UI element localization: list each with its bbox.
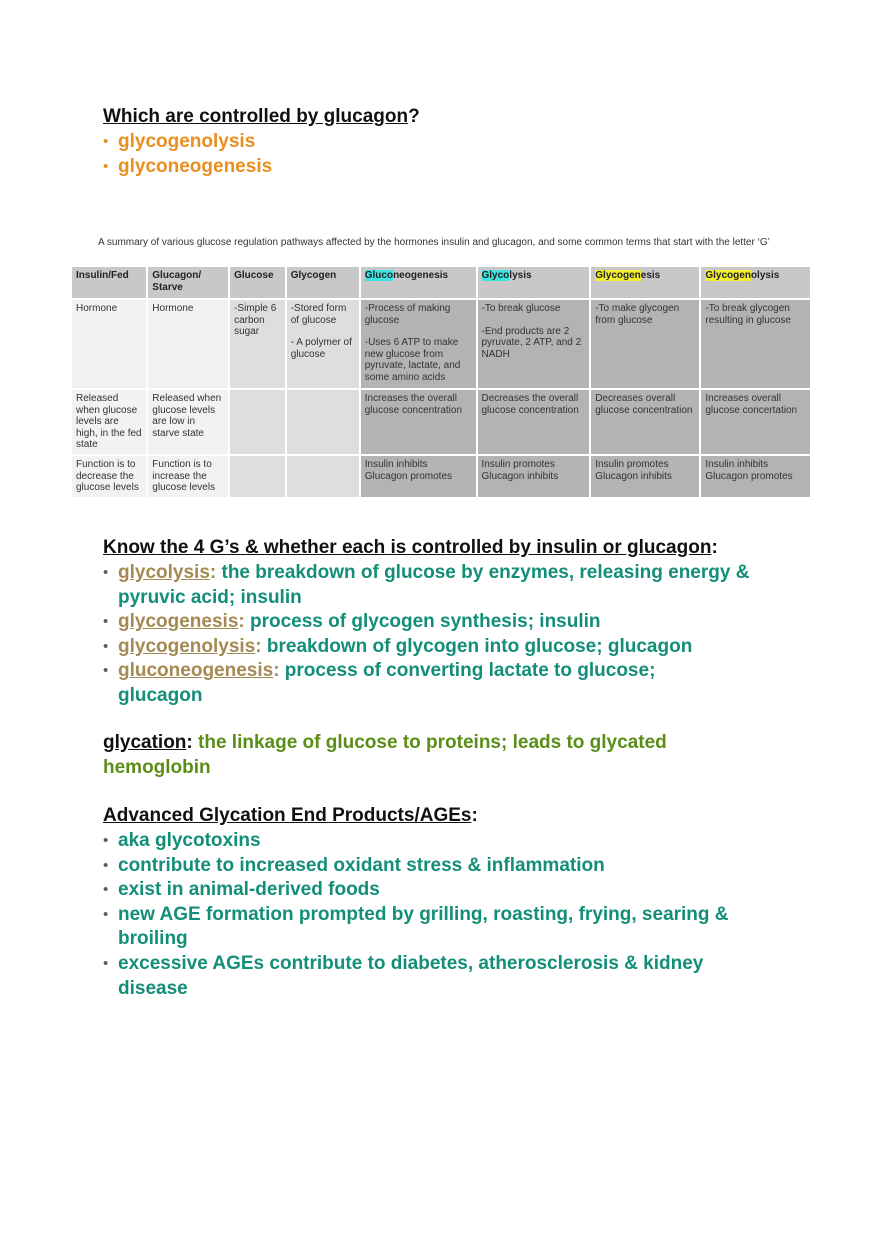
glycation-definition: glycation: the linkage of glucose to proteins; leads to glycated hemoglobin [103, 732, 667, 778]
glucagon-question-heading: Which are controlled by glucagon? [103, 106, 420, 127]
list-item: • glycogenolysis: breakdown of glycogen into glucose; glucagon [103, 635, 783, 660]
header-glucose: Glucose [230, 267, 285, 298]
four-gs-heading: Know the 4 G’s & whether each is controlled by insulin or glucagon: [103, 537, 718, 558]
header-insulin: Insulin/Fed [72, 267, 146, 298]
list-item: • exist in animal-derived foods [103, 878, 783, 903]
header-glycogen: Glycogen [287, 267, 359, 298]
glucagon-question-text: Which are controlled by glucagon [103, 106, 409, 127]
list-item: • contribute to increased oxidant stress & inflammation [103, 854, 783, 879]
header-glucagon: Glucagon/ Starve [148, 267, 228, 298]
table-header-row [72, 267, 810, 298]
list-item: • new AGE formation prompted by grilling, roasting, frying, searing & broiling [103, 903, 773, 952]
glucose-regulation-table [70, 265, 812, 499]
list-item: • aka glycotoxins [103, 829, 783, 854]
header-glycolysis: Glycolysis [478, 267, 590, 298]
ages-heading-text: Advanced Glycation End Products/AGEs [103, 805, 472, 826]
list-item: • glycogenesis: process of glycogen synthesis; insulin [103, 610, 783, 635]
list-item: • gluconeogenesis: process of converting lactate to glucose; glucagon [103, 659, 703, 708]
header-glycogenesis: Glycogenesis [591, 267, 699, 298]
glucagon-controlled-list [103, 130, 272, 179]
table-row: Released when glucose levels are high, in the fed state Released when glucose levels are low in starve state Increases the overall glucose concentration Decreases the overall glucose concentration Decreases overall glucose concentration Increases overall glucose concertation [72, 390, 810, 454]
four-gs-list [103, 561, 783, 709]
table-caption: A summary of various glucose regulation pathways affected by the hormones insulin and glucagon, and some common terms that start with the letter ‘G’ [98, 237, 770, 248]
glycation-term: glycation [103, 732, 187, 753]
list-item: • glycogenolysis [103, 130, 272, 155]
list-item: • glyconeogenesis [103, 155, 272, 180]
table-row: Function is to decrease the glucose levels Function is to increase the glucose levels Insulin inhibits Glucagon promotes Insulin promotes Glucagon inhibits Insulin promotes Glucagon inhibits Insulin inhibits Glucagon promotes [72, 456, 810, 497]
header-glycogenolysis: Glycogenolysis [701, 267, 810, 298]
ages-heading: Advanced Glycation End Products/AGEs: [103, 805, 478, 826]
header-gluconeogenesis: Gluconeogenesis [361, 267, 476, 298]
list-item: • excessive AGEs contribute to diabetes, atherosclerosis & kidney disease [103, 952, 753, 1001]
four-gs-heading-text: Know the 4 G’s & whether each is controlled by insulin or glucagon [103, 537, 712, 558]
ages-list [103, 829, 783, 1001]
list-item: • glycolysis: the breakdown of glucose by enzymes, releasing energy & pyruvic acid; insulin [103, 561, 783, 610]
table-row: Hormone Hormone -Simple 6 carbon sugar -Stored form of glucose - A polymer of glucose -Process of making glucose -Uses 6 ATP to make new glucose from pyruvate, lactate, and some amino acids -To break glucose -End products are 2 pyruvate, 2 ATP, and 2 NADH -To make glycogen from glucose -To break glycogen resulting in glucose [72, 300, 810, 388]
